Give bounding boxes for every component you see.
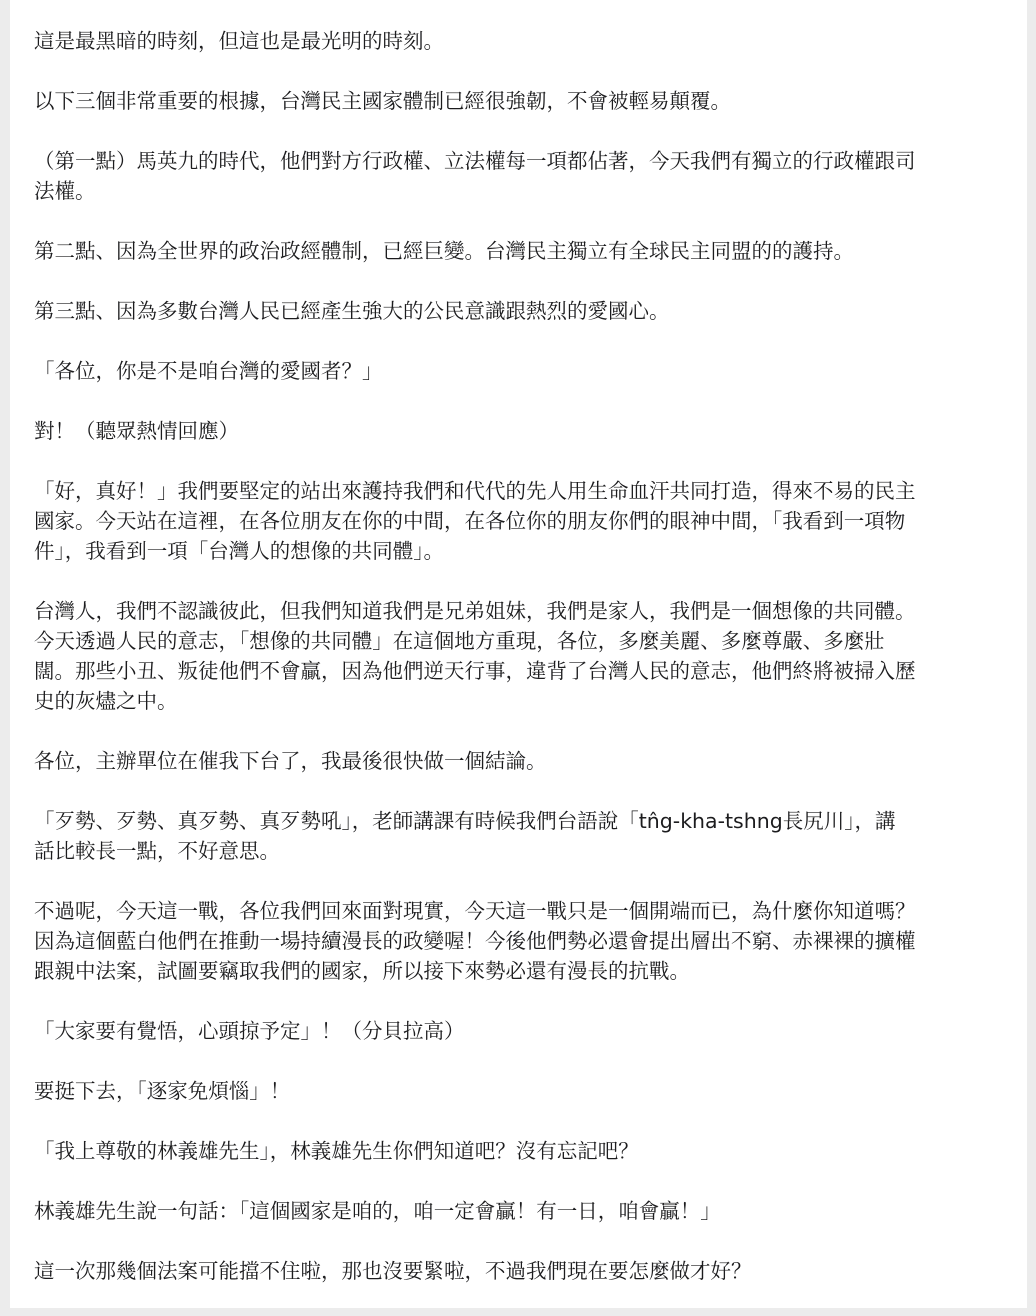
paragraph-16: 林義雄先生說一句話：「這個國家是咱的，咱一定會贏！有一日，咱會贏！」 xyxy=(34,1199,721,1223)
paragraph-4: 第二點、因為全世界的政治政經體制，已經巨變。台灣民主獨立有全球民主同盟的的護持。 xyxy=(34,239,854,263)
paragraph-9: 台灣人，我們不認識彼此，但我們知道我們是兄弟姐妹，我們是家人，我們是一個想像的共同體。 今天透過人民的意志，「想像的共同體」在這個地方重現，各位，多麼美麗、多麼尊嚴、多麼壯 闊。那些小丑、叛徒他們不會贏，因為他們逆天行事，違背了台灣人民的意志，他們終將被掃入歷 史的灰燼之中。 xyxy=(34,599,916,713)
paragraph-10: 各位，主辦單位在催我下台了，我最後很快做一個結論。 xyxy=(34,749,547,773)
paragraph-11: 「歹勢、歹勢、真歹勢、真歹勢吼」，老師講課有時候我們台語說「tn̂g-kha-tshng長尻川」，講 話比較長一點，不好意思。 xyxy=(34,809,896,863)
document-body xyxy=(34,26,1006,1316)
document-page xyxy=(10,0,1027,1308)
paragraph-17: 這一次那幾個法案可能擋不住啦，那也沒要緊啦，不過我們現在要怎麼做才好？ xyxy=(34,1259,752,1283)
paragraph-13: 「大家要有覺悟，心頭掠予定」！（分貝拉高） xyxy=(34,1019,465,1043)
paragraph-6: 「各位，你是不是咱台灣的愛國者？」 xyxy=(34,359,383,383)
paragraph-7: 對！（聽眾熱情回應） xyxy=(34,419,239,443)
paragraph-3: （第一點）馬英九的時代，他們對方行政權、立法權每一項都佔著，今天我們有獨立的行政權跟司 法權。 xyxy=(34,149,916,203)
paragraph-2: 以下三個非常重要的根據，台灣民主國家體制已經很強韌，不會被輕易顛覆。 xyxy=(34,89,731,113)
paragraph-8: 「好，真好！」我們要堅定的站出來護持我們和代代的先人用生命血汗共同打造，得來不易的民主 國家。今天站在這裡，在各位朋友在你的中間，在各位你的朋友你們的眼神中間，「我看到一項物 件」，我看到一項「台灣人的想像的共同體」。 xyxy=(34,479,916,563)
paragraph-14: 要挺下去，「逐家免煩惱」！ xyxy=(34,1079,291,1103)
paragraph-5: 第三點、因為多數台灣人民已經產生強大的公民意識跟熱烈的愛國心。 xyxy=(34,299,670,323)
paragraph-12: 不過呢，今天這一戰，各位我們回來面對現實，今天這一戰只是一個開端而已，為什麼你知道嗎？ 因為這個藍白他們在推動一場持續漫長的政變喔！今後他們勢必還會提出層出不窮、赤裸裸的擴權 跟親中法案，試圖要竊取我們的國家，所以接下來勢必還有漫長的抗戰。 xyxy=(34,899,916,983)
paragraph-15: 「我上尊敬的林義雄先生」，林義雄先生你們知道吧？沒有忘記吧？ xyxy=(34,1139,639,1163)
paragraph-1: 這是最黑暗的時刻，但這也是最光明的時刻。 xyxy=(34,29,444,53)
